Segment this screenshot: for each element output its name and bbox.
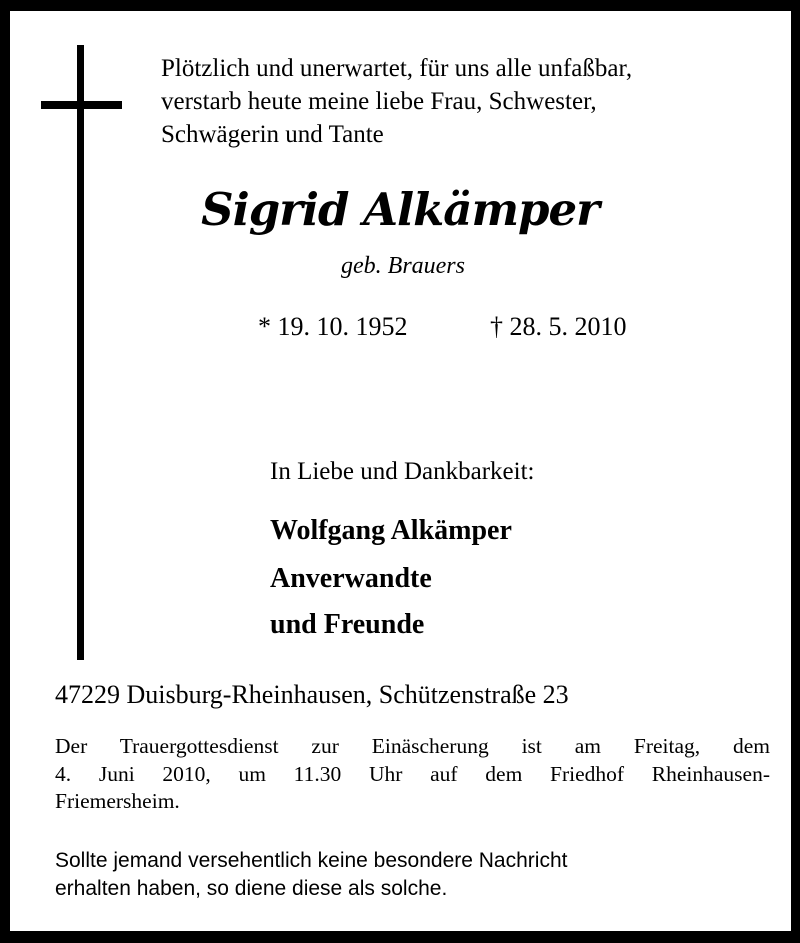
notice-line-1: Sollte jemand versehentlich keine besondere Nachricht <box>55 849 568 872</box>
gratitude-line: In Liebe und Dankbarkeit: <box>270 458 535 485</box>
mourner-relatives: Anverwandte <box>270 563 432 594</box>
service-line-2: 4. Juni 2010, um 11.30 Uhr auf dem Friedhof Rheinhausen- <box>55 761 770 786</box>
notice-text <box>55 847 567 902</box>
service-line-3: Friemersheim. <box>55 789 180 813</box>
service-info <box>55 733 770 816</box>
birth-name: geb. Brauers <box>341 253 465 279</box>
intro-line-3: Schwägerin und Tante <box>161 121 384 148</box>
birth-date: * 19. 10. 1952 <box>258 312 408 341</box>
address: 47229 Duisburg-Rheinhausen, Schützenstraße 23 <box>55 680 569 709</box>
notice-line-2: erhalten haben, so diene diese als solche. <box>55 876 448 900</box>
intro-line-1: Plötzlich und unerwartet, für uns alle unfaßbar, <box>161 55 633 82</box>
death-date: † 28. 5. 2010 <box>490 312 627 341</box>
mourner-name: Wolfgang Alkämper <box>270 515 512 546</box>
deceased-name: Sigrid Alkämper <box>201 183 599 236</box>
intro-text <box>161 52 632 151</box>
cross-horizontal-bar <box>41 101 122 109</box>
service-line-1: Der Trauergottesdienst zur Einäscherung ist am Freitag, dem <box>55 734 770 758</box>
cross-vertical-bar <box>77 45 84 660</box>
mourner-friends: und Freunde <box>270 609 425 640</box>
intro-line-2: verstarb heute meine liebe Frau, Schwester, <box>161 88 597 115</box>
